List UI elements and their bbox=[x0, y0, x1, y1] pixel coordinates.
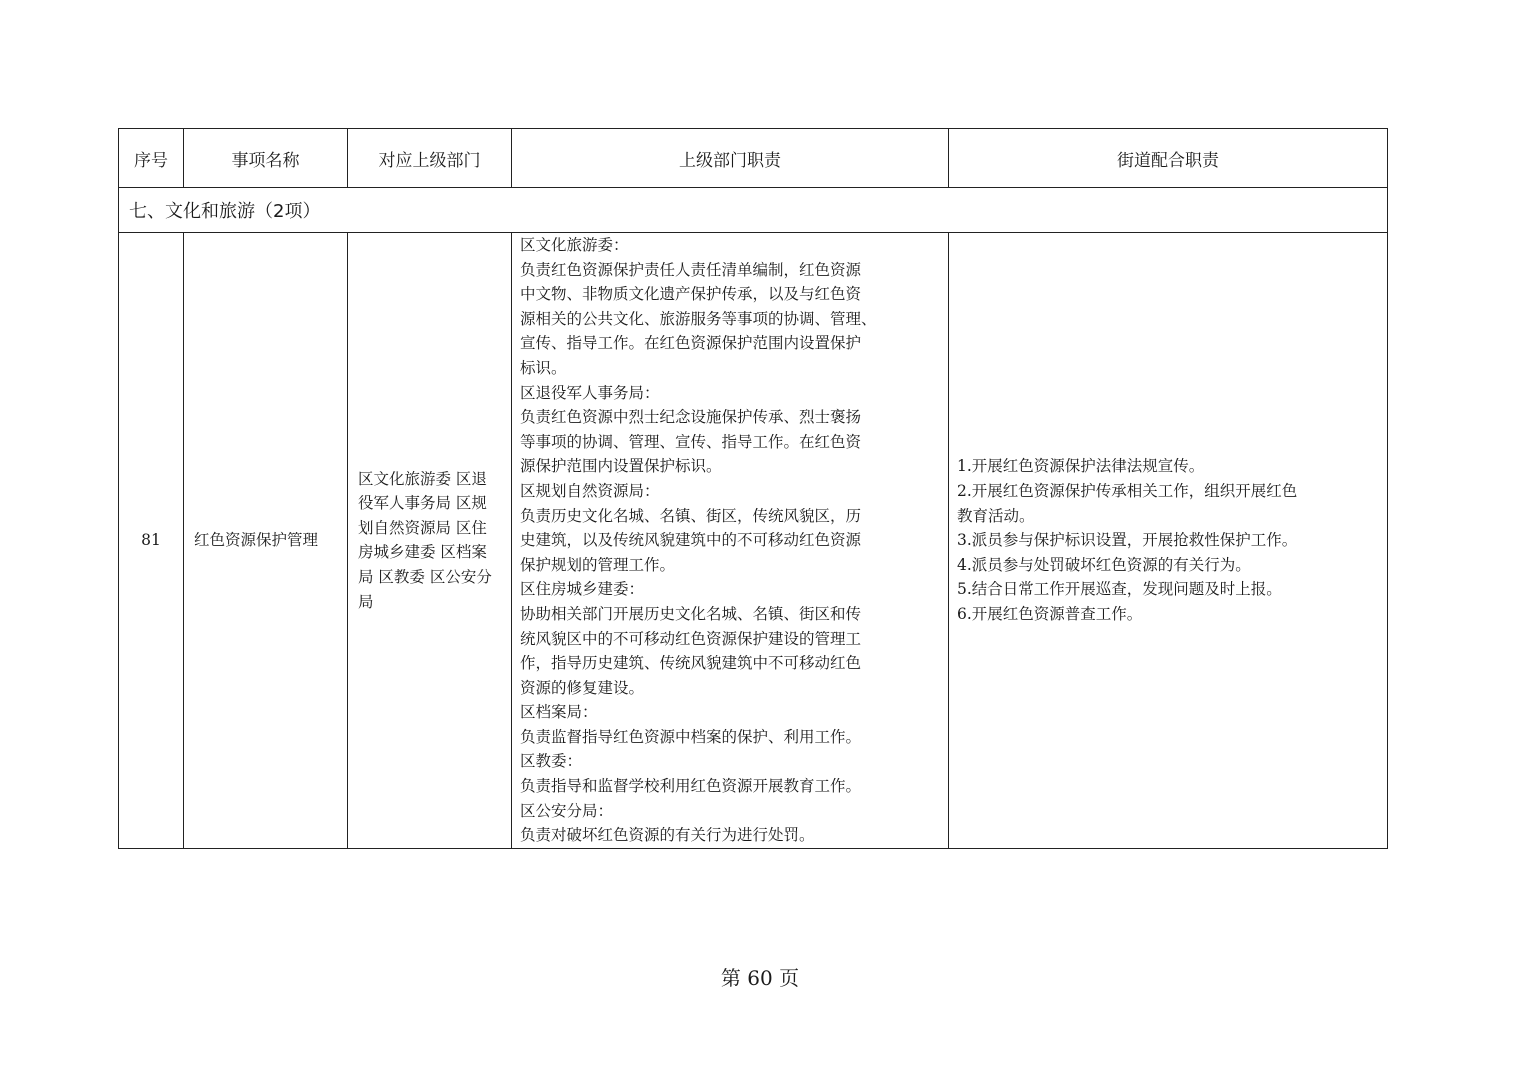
upper-duty-line: 负责红色资源保护责任人责任清单编制，红色资源 bbox=[520, 260, 862, 279]
section-title: 七、文化和旅游（2项） bbox=[119, 188, 1388, 233]
row-street-duty bbox=[949, 233, 1388, 849]
section-row bbox=[119, 188, 1388, 233]
upper-duty-line: 区规划自然资源局： bbox=[520, 481, 660, 500]
upper-duty-line: 区退役军人事务局： bbox=[520, 383, 660, 402]
header-name: 事项名称 bbox=[184, 129, 348, 188]
upper-duty-line: 区公安分局： bbox=[520, 801, 614, 820]
street-duty-line: 2.开展红色资源保护传承相关工作，组织开展红色 bbox=[957, 481, 1298, 500]
upper-duty-line: 区档案局： bbox=[520, 703, 598, 722]
street-duty-lines bbox=[957, 454, 1379, 626]
upper-duty-line: 统风貌区中的不可移动红色资源保护建设的管理工 bbox=[520, 629, 862, 648]
duty-table bbox=[118, 128, 1388, 849]
upper-duty-line: 源相关的公共文化、旅游服务等事项的协调、管理、 bbox=[520, 309, 877, 328]
upper-duty-line: 区住房城乡建委： bbox=[520, 580, 645, 599]
street-duty-line: 6.开展红色资源普查工作。 bbox=[957, 604, 1143, 623]
street-duty-line: 教育活动。 bbox=[957, 506, 1035, 525]
street-duty-line: 3.派员参与保护标识设置，开展抢救性保护工作。 bbox=[957, 531, 1298, 550]
header-seq: 序号 bbox=[119, 129, 184, 188]
header-row bbox=[119, 129, 1388, 188]
row-dept-text: 区文化旅游委 区退役军人事务局 区规划自然资源局 区住房城乡建委 区档案局 区教委 区公安分局 bbox=[358, 469, 492, 611]
upper-duty-lines bbox=[520, 233, 940, 848]
street-duty-line: 4.派员参与处罚破坏红色资源的有关行为。 bbox=[957, 555, 1251, 574]
street-duty-line: 5.结合日常工作开展巡查，发现问题及时上报。 bbox=[957, 580, 1282, 599]
upper-duty-line: 史建筑，以及传统风貌建筑中的不可移动红色资源 bbox=[520, 531, 862, 550]
table-row bbox=[119, 233, 1388, 849]
upper-duty-line: 保护规划的管理工作。 bbox=[520, 555, 676, 574]
row-dept bbox=[348, 233, 512, 849]
upper-duty-line: 负责对破坏红色资源的有关行为进行处罚。 bbox=[520, 826, 815, 845]
upper-duty-line: 宣传、指导工作。在红色资源保护范围内设置保护 bbox=[520, 334, 862, 353]
header-upper-duty: 上级部门职责 bbox=[512, 129, 949, 188]
upper-duty-line: 区文化旅游委： bbox=[520, 236, 629, 254]
header-dept: 对应上级部门 bbox=[348, 129, 512, 188]
row-upper-duty bbox=[512, 233, 949, 849]
upper-duty-line: 区教委： bbox=[520, 752, 583, 771]
row-seq: 81 bbox=[119, 233, 184, 849]
upper-duty-line: 等事项的协调、管理、宣传、指导工作。在红色资 bbox=[520, 432, 862, 451]
upper-duty-line: 协助相关部门开展历史文化名城、名镇、街区和传 bbox=[520, 604, 862, 623]
upper-duty-line: 负责历史文化名城、名镇、街区，传统风貌区，历 bbox=[520, 506, 862, 525]
upper-duty-line: 中文物、非物质文化遗产保护传承，以及与红色资 bbox=[520, 285, 862, 304]
upper-duty-line: 标识。 bbox=[520, 358, 567, 377]
upper-duty-line: 作，指导历史建筑、传统风貌建筑中不可移动红色 bbox=[520, 654, 862, 673]
page-number: 第 60 页 bbox=[720, 966, 800, 990]
row-name-text: 红色资源保护管理 bbox=[194, 531, 319, 550]
upper-duty-line: 负责指导和监督学校利用红色资源开展教育工作。 bbox=[520, 777, 862, 796]
street-duty-line: 1.开展红色资源保护法律法规宣传。 bbox=[957, 457, 1205, 476]
upper-duty-line: 负责红色资源中烈士纪念设施保护传承、烈士褒扬 bbox=[520, 408, 862, 427]
upper-duty-line: 源保护范围内设置保护标识。 bbox=[520, 457, 722, 476]
row-name bbox=[184, 233, 348, 849]
header-street-duty: 街道配合职责 bbox=[949, 129, 1388, 188]
upper-duty-line: 资源的修复建设。 bbox=[520, 678, 645, 697]
upper-duty-line: 负责监督指导红色资源中档案的保护、利用工作。 bbox=[520, 727, 862, 746]
